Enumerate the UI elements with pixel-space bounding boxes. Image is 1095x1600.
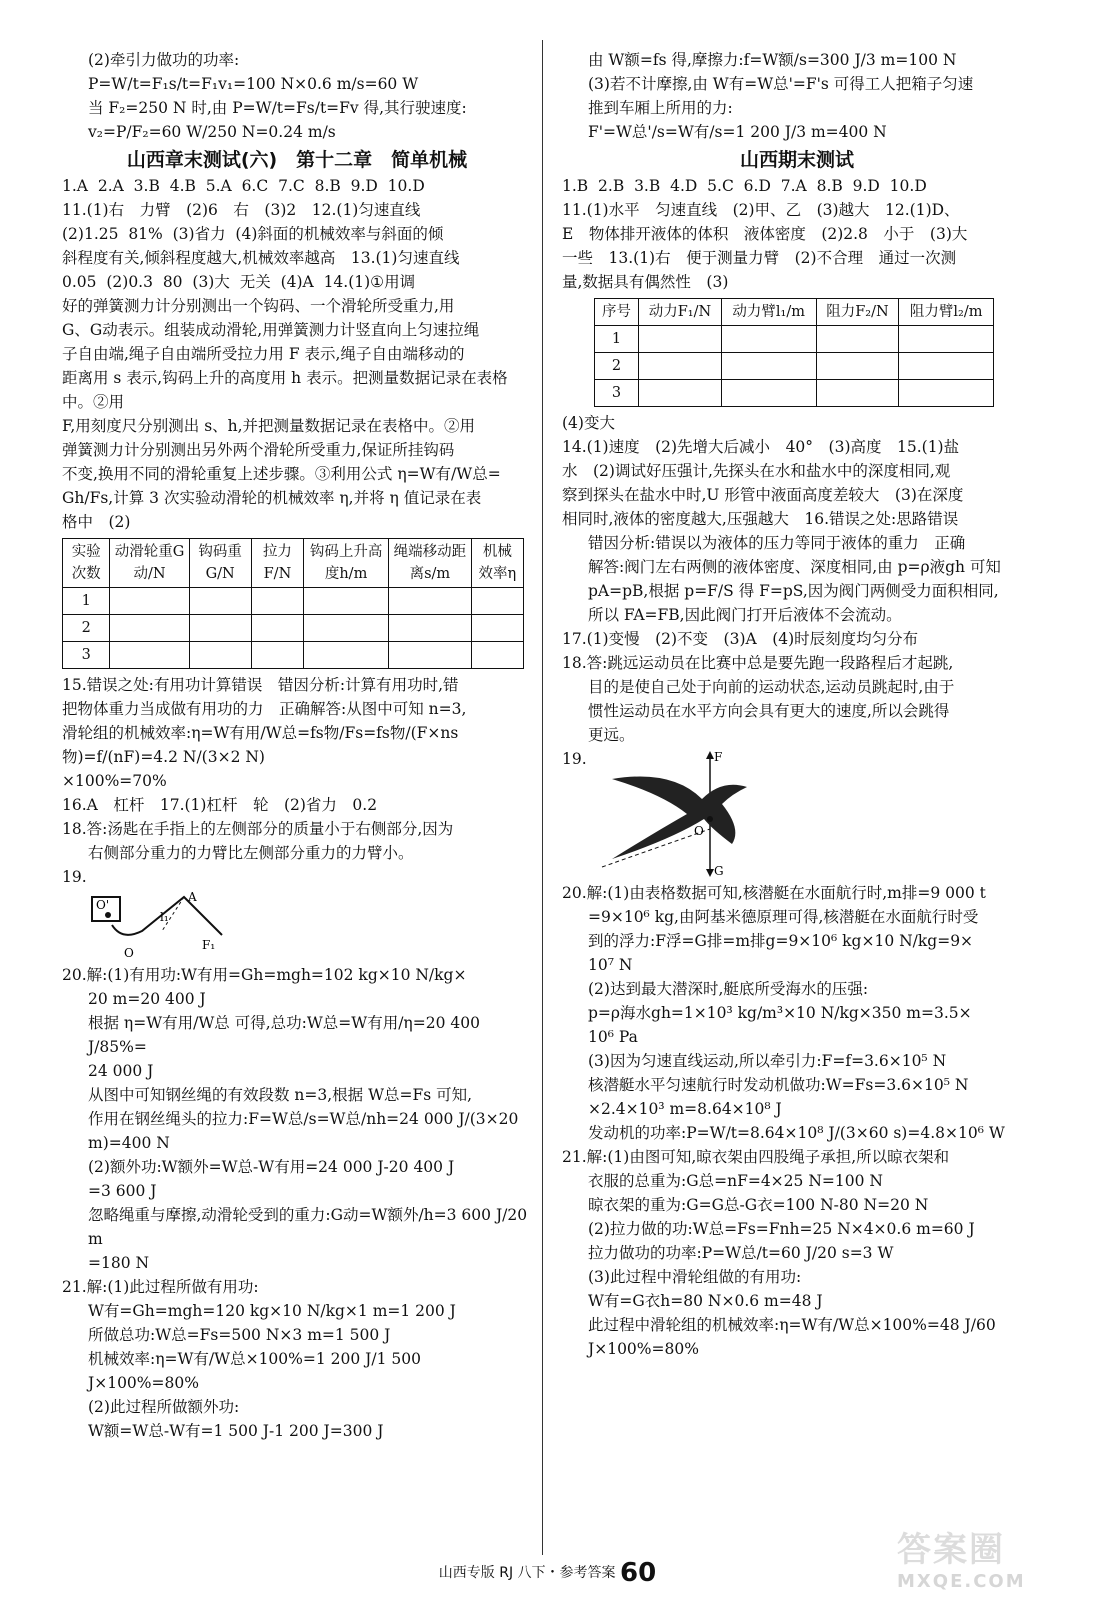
right-answers-a: [562, 174, 1032, 294]
text-line: =9×10⁶ kg,由阿基米德原理可得,核潜艇在水面航行时受: [588, 908, 979, 926]
text-line: (2)1.25 81% (3)省力 (4)斜面的机械效率与斜面的倾: [62, 225, 444, 243]
left-top-lines: [62, 48, 532, 144]
label-a: A: [188, 891, 197, 904]
text-line: 晾衣架的重为:G=G总-G衣=100 N-80 N=20 N: [588, 1196, 929, 1214]
text-line: 距离用 s 表示,钩码上升的高度用 h 表示。把测量数据记录在表格中。②用: [62, 369, 508, 411]
text-line: 24 000 J: [88, 1062, 154, 1080]
text-line: 1.A 2.A 3.B 4.B 5.A 6.C 7.C 8.B 9.D 10.D: [62, 177, 425, 195]
table-header-cell: 机械效率η: [471, 539, 523, 588]
page-number: 60: [620, 1558, 657, 1588]
text-line: 把物体重力当成做有用功的力 正确解答:从图中可知 n=3,: [62, 700, 467, 718]
text-line: F'=W总'/s=W有/s=1 200 J/3 m=400 N: [588, 123, 887, 141]
watermark-url: MXQE.COM: [897, 1571, 1026, 1592]
table-header-cell: 实验次数: [63, 539, 110, 588]
text-line: 拉力做功的功率:P=W总/t=60 J/20 s=3 W: [588, 1244, 894, 1262]
swallow-diagram: [592, 749, 892, 879]
text-line: 忽略绳重与摩擦,动滑轮受到的重力:G动=W额外/h=3 600 J/20 m: [88, 1206, 533, 1248]
text-line: 由 W额=fs 得,摩擦力:f=W额/s=300 J/3 m=100 N: [588, 51, 957, 69]
table-row: [63, 615, 524, 642]
text-line: 14.(1)速度 (2)先增大后减小 40° (3)高度 15.(1)盐: [562, 438, 960, 456]
right-top-lines: [562, 48, 1032, 144]
text-line: 0.05 (2)0.3 80 (3)大 无关 (4)A 14.(1)①用调: [62, 273, 416, 291]
text-line: 右侧部分重力的力臂比左侧部分重力的力臂小。: [88, 844, 414, 862]
text-line: (2)达到最大潜深时,艇底所受海水的压强:: [588, 980, 869, 998]
text-line: 21.解:(1)由图可知,晾衣架由四股绳子承担,所以晾衣架和: [562, 1148, 950, 1166]
section-heading: 山西章末测试(六) 第十二章 简单机械: [126, 149, 468, 171]
table-header-cell: 绳端移动距离s/m: [388, 539, 471, 588]
text-line: 11.(1)水平 匀速直线 (2)甲、乙 (3)越大 12.(1)D、: [562, 201, 960, 219]
text-line: (3)若不计摩擦,由 W有=W总'=F's 可得工人把箱子匀速: [588, 75, 974, 93]
text-line: (3)此过程中滑轮组做的有用功:: [588, 1268, 802, 1286]
label-f: F: [714, 750, 723, 764]
table-cell: 1: [595, 326, 639, 353]
text-line: (2)拉力做的功:W总=Fs=Fnh=25 N×4×0.6 m=60 J: [588, 1220, 975, 1238]
text-line: G、G动表示。组装成动滑轮,用弹簧测力计竖直向上匀速拉绳: [62, 321, 480, 339]
swallow-bird: [612, 777, 747, 860]
left-answers-a: [62, 174, 532, 534]
label-o: O: [694, 824, 704, 838]
text-line: (2)此过程所做额外功:: [88, 1398, 240, 1416]
text-line: W额=W总-W有=1 500 J-1 200 J=300 J: [88, 1422, 384, 1440]
text-line: F,用刻度尺分别测出 s、h,并把测量数据记录在表格中。②用: [62, 417, 476, 435]
table-header-cell: 动力F₁/N: [639, 299, 722, 326]
text-line: P=W/t=F₁s/t=F₁v₁=100 N×0.6 m/s=60 W: [88, 75, 419, 93]
table-header-cell: 序号: [595, 299, 639, 326]
text-line: Gh/Fs,计算 3 次实验动滑轮的机械效率 η,并将 η 值记录在表: [62, 489, 482, 507]
text-line: 解答:阀门左右两侧的液体密度、深度相同,由 p=ρ液gh 可知: [588, 558, 1001, 576]
text-line: 弹簧测力计分别测出另外两个滑轮所受重力,保证所挂钩码: [62, 441, 455, 459]
arrow-up-icon: [706, 751, 714, 759]
text-line: W有=G衣h=80 N×0.6 m=48 J: [588, 1292, 823, 1310]
text-line: =3 600 J: [88, 1182, 157, 1200]
right-answers-b: [562, 411, 1032, 771]
text-line: 察到探头在盐水中时,U 形管中液面高度差较大 (3)在深度: [562, 486, 964, 504]
text-line: (2)牵引力做功的功率:: [88, 51, 240, 69]
text-line: 核潜艇水平匀速航行时发动机做功:W=Fs=3.6×10⁵ N: [588, 1076, 969, 1094]
left-answers-c: [62, 963, 532, 1443]
text-line: E 物体排开液体的体积 液体密度 (2)2.8 小于 (3)大: [562, 225, 968, 243]
table-header-cell: 钩码重G/N: [189, 539, 251, 588]
table-row: [595, 326, 994, 353]
right-column: [562, 48, 1032, 1361]
arrow-down-icon: [706, 869, 714, 877]
text-line: 一些 13.(1)右 便于测量力臂 (2)不合理 通过一次测: [562, 249, 957, 267]
column-divider: [542, 40, 543, 1555]
lever-data-table: [594, 298, 994, 407]
table-header-row: [595, 299, 994, 326]
text-line: 目的是使自己处于向前的运动状态,运动员跳起时,由于: [588, 678, 955, 696]
left-answers-b: [62, 673, 532, 889]
text-line: 当 F₂=250 N 时,由 P=W/t=Fs/t=Fv 得,其行驶速度:: [88, 99, 467, 117]
table-header-cell: 阻力F₂/N: [816, 299, 899, 326]
text-line: 18.答:汤匙在手指上的左侧部分的质量小于右侧部分,因为: [62, 820, 454, 838]
text-line: 不变,换用不同的滑轮重复上述步骤。③利用公式 η=W有/W总=: [62, 465, 501, 483]
text-line: 1.B 2.B 3.B 4.D 5.C 6.D 7.A 8.B 9.D 10.D: [562, 177, 927, 195]
text-line: 量,数据具有偶然性 (3): [562, 273, 729, 291]
text-line: v₂=P/F₂=60 W/250 N=0.24 m/s: [88, 123, 336, 141]
text-line: 作用在钢丝绳头的拉力:F=W总/s=W总/nh=24 000 J/(3×20 m)=400 N: [88, 1110, 524, 1152]
text-line: (4)变大: [562, 414, 615, 432]
text-line: 机械效率:η=W有/W总×100%=1 200 J/1 500 J×100%=80%: [88, 1350, 426, 1392]
text-line: 11.(1)右 力臂 (2)6 右 (3)2 12.(1)匀速直线: [62, 201, 421, 219]
text-line: 10⁷ N: [588, 956, 633, 974]
table-header-cell: 拉力F/N: [251, 539, 304, 588]
text-line: 19.: [62, 868, 87, 886]
table-header-cell: 钩码上升高度h/m: [304, 539, 389, 588]
right-answers-c: [562, 881, 1032, 1361]
center-dot: [707, 816, 713, 822]
text-line: ×100%=70%: [62, 772, 167, 790]
text-line: 19.: [562, 750, 587, 768]
table-cell: 2: [595, 353, 639, 380]
section-heading: 山西期末测试: [739, 149, 854, 171]
text-line: 根据 η=W有用/W总 可得,总功:W总=W有用/η=20 400 J/85%=: [88, 1014, 485, 1056]
watermark-logo: [897, 1522, 1077, 1590]
text-line: 16.A 杠杆 17.(1)杠杆 轮 (2)省力 0.2: [62, 796, 378, 814]
table-cell: 1: [63, 588, 110, 615]
pivot-dot: [105, 912, 111, 918]
text-line: 从图中可知钢丝绳的有效段数 n=3,根据 W总=Fs 可知,: [88, 1086, 473, 1104]
text-line: 21.解:(1)此过程所做有用功:: [62, 1278, 259, 1296]
table-header-row: [63, 539, 524, 588]
text-line: ×2.4×10³ m=8.64×10⁸ J: [588, 1100, 782, 1118]
text-line: 惯性运动员在水平方向会具有更大的速度,所以会跳得: [588, 702, 950, 720]
text-line: W有=Gh=mgh=120 kg×10 N/kg×1 m=1 200 J: [88, 1302, 456, 1320]
text-line: 20 m=20 400 J: [88, 990, 206, 1008]
text-line: pA=pB,根据 p=F/S 得 F=pS,因为阀门两侧受力面积相同,: [588, 582, 999, 600]
watermark-title: 答案圈: [897, 1530, 1005, 1570]
text-line: 水 (2)调试好压强计,先探头在水和盐水中的深度相同,观: [562, 462, 951, 480]
text-line: 好的弹簧测力计分别测出一个钩码、一个滑轮所受重力,用: [62, 297, 455, 315]
text-line: 10⁶ Pa: [588, 1028, 638, 1046]
label-g: G: [714, 864, 724, 878]
text-line: 滑轮组的机械效率:η=W有用/W总=fs物/Fs=fs物/(F×ns物)=f/(nF)=4.2 N/(3×2 N): [62, 724, 459, 766]
label-o-prime: O': [96, 898, 110, 912]
footer-text: 山西专版 RJ 八下・参考答案: [438, 1565, 616, 1581]
text-line: 20.解:(1)有用功:W有用=Gh=mgh=102 kg×10 N/kg×: [62, 966, 467, 984]
table-cell: 2: [63, 615, 110, 642]
experiment-table: [62, 538, 524, 669]
table-row: [63, 588, 524, 615]
text-line: 20.解:(1)由表格数据可知,核潜艇在水面航行时,m排=9 000 t: [562, 884, 986, 902]
text-line: 所做总功:W总=Fs=500 N×3 m=1 500 J: [88, 1326, 391, 1344]
table-row: [63, 642, 524, 669]
text-line: 更远。: [588, 726, 635, 744]
text-line: p=ρ海水gh=1×10³ kg/m³×10 N/kg×350 m=3.5×: [588, 1004, 972, 1022]
text-line: (2)额外功:W额外=W总-W有用=24 000 J-20 400 J: [88, 1158, 455, 1176]
text-line: 衣服的总重为:G总=nF=4×25 N=100 N: [588, 1172, 883, 1190]
text-line: 15.错误之处:有用功计算错误 错因分析:计算有用功时,错: [62, 676, 459, 694]
label-o: O: [124, 946, 134, 960]
table-cell: 3: [595, 380, 639, 407]
table-header-cell: 动力臂l₁/m: [721, 299, 816, 326]
table-row: [595, 380, 994, 407]
text-line: 发动机的功率:P=W/t=8.64×10⁸ J/(3×60 s)=4.8×10⁶ W: [588, 1124, 1005, 1142]
label-l1: l₁: [160, 910, 169, 924]
text-line: 所以 FA=FB,因此阀门打开后液体不会流动。: [588, 606, 902, 624]
text-line: 斜程度有关,倾斜程度越大,机械效率越高 13.(1)匀速直线: [62, 249, 460, 267]
table-cell: 3: [63, 642, 110, 669]
text-line: 推到车厢上所用的力:: [588, 99, 733, 117]
text-line: (3)因为匀速直线运动,所以牵引力:F=f=3.6×10⁵ N: [588, 1052, 947, 1070]
table-header-cell: 动滑轮重G动/N: [110, 539, 189, 588]
label-f1: F₁: [202, 938, 216, 952]
text-line: 相同时,液体的密度越大,压强越大 16.错误之处:思路错误: [562, 510, 959, 528]
lever-diagram: [62, 891, 262, 961]
table-row: [595, 353, 994, 380]
text-line: 格中 (2): [62, 513, 131, 531]
text-line: 子自由端,绳子自由端所受拉力用 F 表示,绳子自由端移动的: [62, 345, 465, 363]
text-line: 17.(1)变慢 (2)不变 (3)A (4)时辰刻度均匀分布: [562, 630, 919, 648]
text-line: =180 N: [88, 1254, 150, 1272]
text-line: 到的浮力:F浮=G排=m排g=9×10⁶ kg×10 N/kg=9×: [588, 932, 974, 950]
text-line: 此过程中滑轮组的机械效率:η=W有/W总×100%=48 J/60 J×100%=80%: [588, 1316, 1001, 1358]
text-line: 错因分析:错误以为液体的压力等同于液体的重力 正确: [588, 534, 966, 552]
text-line: 18.答:跳远运动员在比赛中总是要先跑一段路程后才起跳,: [562, 654, 954, 672]
left-column: [62, 48, 532, 1443]
table-header-cell: 阻力臂l₂/m: [899, 299, 994, 326]
